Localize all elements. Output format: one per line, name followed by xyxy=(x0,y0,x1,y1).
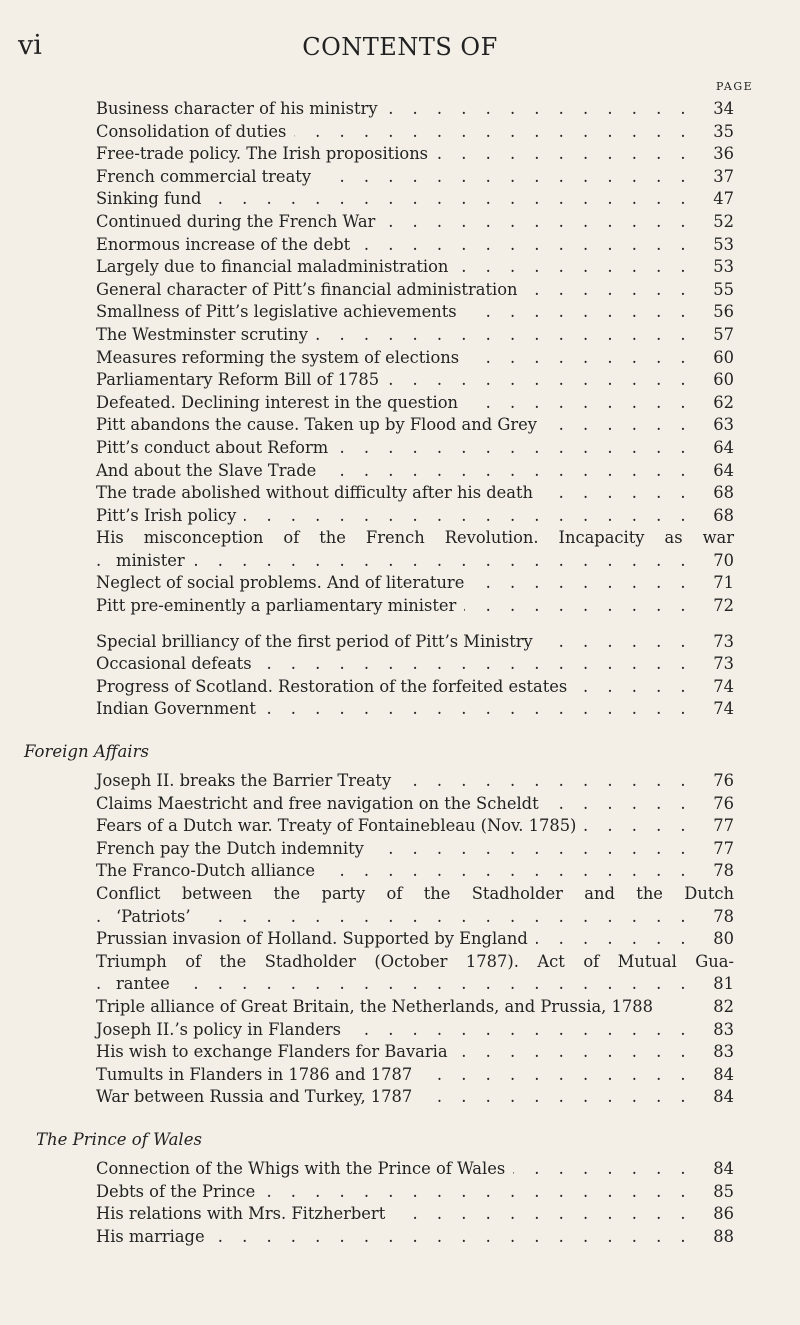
toc-entry-page: 84 xyxy=(713,1087,734,1107)
toc-entry-title: General character of Pitt’s financial administration xyxy=(96,279,526,302)
toc-entry xyxy=(96,1203,734,1226)
toc-entry-title: Joseph II. breaks the Barrier Treaty xyxy=(96,770,399,793)
toc-entry xyxy=(96,676,734,699)
toc-entry-title: French commercial treaty xyxy=(96,166,319,189)
toc-entry xyxy=(96,143,734,166)
toc-entry-page: 78 xyxy=(713,861,734,881)
toc-entry-title: Largely due to financial maladministration xyxy=(96,256,456,279)
toc-entry xyxy=(96,951,734,974)
toc-entry-page: 64 xyxy=(713,460,734,480)
toc-entry-title: Fears of a Dutch war. Treaty of Fontainebleau (Nov. 1785) xyxy=(96,815,584,838)
section-heading-foreign-affairs: Foreign Affairs xyxy=(24,742,149,762)
toc-entry-title: Smallness of Pitt’s legislative achievements xyxy=(96,301,465,324)
toc-entry xyxy=(96,121,734,144)
toc-entry xyxy=(96,279,734,302)
toc-entry-title: Neglect of social problems. And of literature xyxy=(96,572,472,595)
toc-entry-title: Joseph II.’s policy in Flanders xyxy=(96,1019,349,1042)
toc-entry xyxy=(96,996,734,1019)
toc-entry xyxy=(96,414,734,437)
toc-entry-page: 37 xyxy=(713,166,734,186)
toc-entry-title: The Westminster scrutiny xyxy=(96,324,316,347)
toc-entry-page: 73 xyxy=(713,654,734,674)
toc-entry xyxy=(96,1086,734,1109)
leader-dots xyxy=(96,973,704,996)
toc-entry xyxy=(96,793,734,816)
toc-entry-title: Measures reforming the system of elections xyxy=(96,347,467,370)
toc-entry-title: Sinking fund xyxy=(96,188,209,211)
toc-entry-title: rantee xyxy=(116,973,178,996)
toc-entry-title: Claims Maestricht and free navigation on the Scheldt xyxy=(96,793,547,816)
toc-entry xyxy=(96,211,734,234)
page-column-label: PAGE xyxy=(716,80,754,93)
toc-entry-title: Free-trade policy. The Irish propositions xyxy=(96,143,436,166)
toc-entry-page: 78 xyxy=(713,906,734,926)
toc-entry-page: 77 xyxy=(713,816,734,836)
toc-entry xyxy=(96,460,734,483)
toc-entry xyxy=(96,698,734,721)
toc-entry-page: 85 xyxy=(713,1181,734,1201)
toc-entry xyxy=(96,631,734,654)
toc-entry-title: Special brilliancy of the first period of Pitt’s Ministry xyxy=(96,631,541,654)
toc-entry-page: 68 xyxy=(713,505,734,525)
toc-entry-title: The Franco-Dutch alliance xyxy=(96,860,323,883)
toc-entry-title: Triple alliance of Great Britain, the Netherlands, and Prussia, 1788 xyxy=(96,996,661,1019)
toc-entry-title: Prussian invasion of Holland. Supported by England xyxy=(96,928,536,951)
toc-entry xyxy=(96,1158,734,1181)
toc-entry xyxy=(96,369,734,392)
toc-entry-page: 55 xyxy=(713,279,734,299)
toc-entry-page: 88 xyxy=(713,1226,734,1246)
toc-entry-title: Triumph of the Stadholder (October 1787). Act of Mutual Gua- xyxy=(96,951,734,971)
toc-entry-title: Parliamentary Reform Bill of 1785 xyxy=(96,369,387,392)
toc-entry-title: Pitt pre-eminently a parliamentary minister xyxy=(96,595,464,618)
toc-entry-page: 62 xyxy=(713,392,734,412)
page-title: CONTENTS OF xyxy=(302,33,498,61)
toc-entry-title: Pitt’s Irish policy xyxy=(96,505,244,528)
toc-entry-page: 71 xyxy=(713,573,734,593)
section-heading-prince-of-wales: The Prince of Wales xyxy=(36,1129,202,1149)
toc-entry-page: 36 xyxy=(713,144,734,164)
toc-entry xyxy=(96,973,734,996)
toc-entry-title: Debts of the Prince xyxy=(96,1181,263,1204)
toc-entry-title: His marriage xyxy=(96,1226,213,1249)
toc-entry xyxy=(96,653,734,676)
toc-entry-title: minister xyxy=(116,550,193,573)
toc-entry xyxy=(96,1226,734,1249)
toc-entry-page: 34 xyxy=(713,99,734,118)
toc-entry-page: 60 xyxy=(713,347,734,367)
toc-entry-page: 64 xyxy=(713,437,734,457)
toc-entry-page: 53 xyxy=(713,234,734,254)
toc-entry-title: Occasional defeats xyxy=(96,653,260,676)
toc-entry-page: 35 xyxy=(713,121,734,141)
toc-entry xyxy=(96,347,734,370)
toc-entry-title: Tumults in Flanders in 1786 and 1787 xyxy=(96,1064,420,1087)
toc-entry-page: 81 xyxy=(713,974,734,994)
toc-entry xyxy=(96,301,734,324)
toc-entry xyxy=(96,505,734,528)
toc-entry-page: 72 xyxy=(713,596,734,616)
toc-entry-title: His misconception of the French Revolution. Incapacity as war xyxy=(96,528,734,548)
toc-entry-title: Pitt abandons the cause. Taken up by Flood and Grey xyxy=(96,414,545,437)
toc-entry xyxy=(96,883,734,906)
toc-entry xyxy=(96,392,734,415)
toc-entry-title: And about the Slave Trade xyxy=(96,460,324,483)
toc-entry xyxy=(96,1019,734,1042)
toc-entry-title: Pitt’s conduct about Reform xyxy=(96,437,336,460)
toc-entry-title: Defeated. Declining interest in the question xyxy=(96,392,466,415)
toc-entry-title: Connection of the Whigs with the Prince of Wales xyxy=(96,1158,513,1181)
toc-entry-page: 73 xyxy=(713,631,734,651)
toc-entry xyxy=(96,770,734,793)
toc-entry xyxy=(96,1064,734,1087)
toc-entry-title: His wish to exchange Flanders for Bavaria xyxy=(96,1041,456,1064)
toc-entry xyxy=(96,550,734,573)
table-of-contents xyxy=(24,98,734,1248)
toc-entry-page: 76 xyxy=(713,793,734,813)
toc-entry xyxy=(96,1041,734,1064)
page-number: vi xyxy=(18,30,42,61)
toc-entry-page: 74 xyxy=(713,676,734,696)
toc-entry-page: 86 xyxy=(713,1204,734,1224)
toc-entry xyxy=(96,166,734,189)
toc-entry-title: His relations with Mrs. Fitzherbert xyxy=(96,1203,393,1226)
toc-entry-title: Business character of his ministry xyxy=(96,98,386,121)
toc-entry xyxy=(96,482,734,505)
toc-entry-page: 63 xyxy=(713,415,734,435)
toc-entry-page: 57 xyxy=(713,324,734,344)
toc-entry xyxy=(96,234,734,257)
toc-entry-page: 84 xyxy=(713,1158,734,1178)
toc-entry xyxy=(96,1181,734,1204)
toc-entry xyxy=(96,595,734,618)
toc-entry-page: 83 xyxy=(713,1019,734,1039)
toc-entry xyxy=(96,527,734,550)
toc-entry-page: 83 xyxy=(713,1042,734,1062)
toc-entry xyxy=(96,860,734,883)
toc-entry xyxy=(96,906,734,929)
toc-entry-page: 82 xyxy=(713,996,734,1016)
toc-entry-page: 70 xyxy=(713,550,734,570)
toc-entry-title: Consolidation of duties xyxy=(96,121,294,144)
toc-entry xyxy=(96,838,734,861)
toc-entry-page: 47 xyxy=(713,189,734,209)
toc-entry-title: Progress of Scotland. Restoration of the forfeited estates xyxy=(96,676,575,699)
toc-entry-title: The trade abolished without difficulty after his death xyxy=(96,482,541,505)
toc-entry xyxy=(96,437,734,460)
toc-entry-page: 80 xyxy=(713,929,734,949)
toc-entry xyxy=(96,815,734,838)
toc-entry-page: 52 xyxy=(713,211,734,231)
toc-entry xyxy=(96,324,734,347)
toc-entry xyxy=(96,256,734,279)
toc-entry-title: French pay the Dutch indemnity xyxy=(96,838,372,861)
toc-entry xyxy=(96,98,734,121)
toc-entry xyxy=(96,928,734,951)
toc-entry xyxy=(96,188,734,211)
toc-entry-title: Continued during the French War xyxy=(96,211,383,234)
toc-entry-title: Conflict between the party of the Stadholder and the Dutch xyxy=(96,884,734,903)
toc-entry-page: 56 xyxy=(713,302,734,322)
toc-entry-page: 53 xyxy=(713,257,734,277)
toc-entry xyxy=(96,572,734,595)
toc-entry-page: 84 xyxy=(713,1064,734,1084)
toc-entry-page: 60 xyxy=(713,370,734,390)
toc-entry-title: Enormous increase of the debt xyxy=(96,234,358,257)
toc-entry-title: ‘Patriots’ xyxy=(116,906,199,929)
toc-entry-title: War between Russia and Turkey, 1787 xyxy=(96,1086,420,1109)
toc-entry-page: 76 xyxy=(713,771,734,791)
toc-entry-page: 77 xyxy=(713,838,734,858)
toc-entry-page: 74 xyxy=(713,699,734,719)
toc-entry-page: 68 xyxy=(713,483,734,503)
toc-entry-title: Indian Government xyxy=(96,698,264,721)
